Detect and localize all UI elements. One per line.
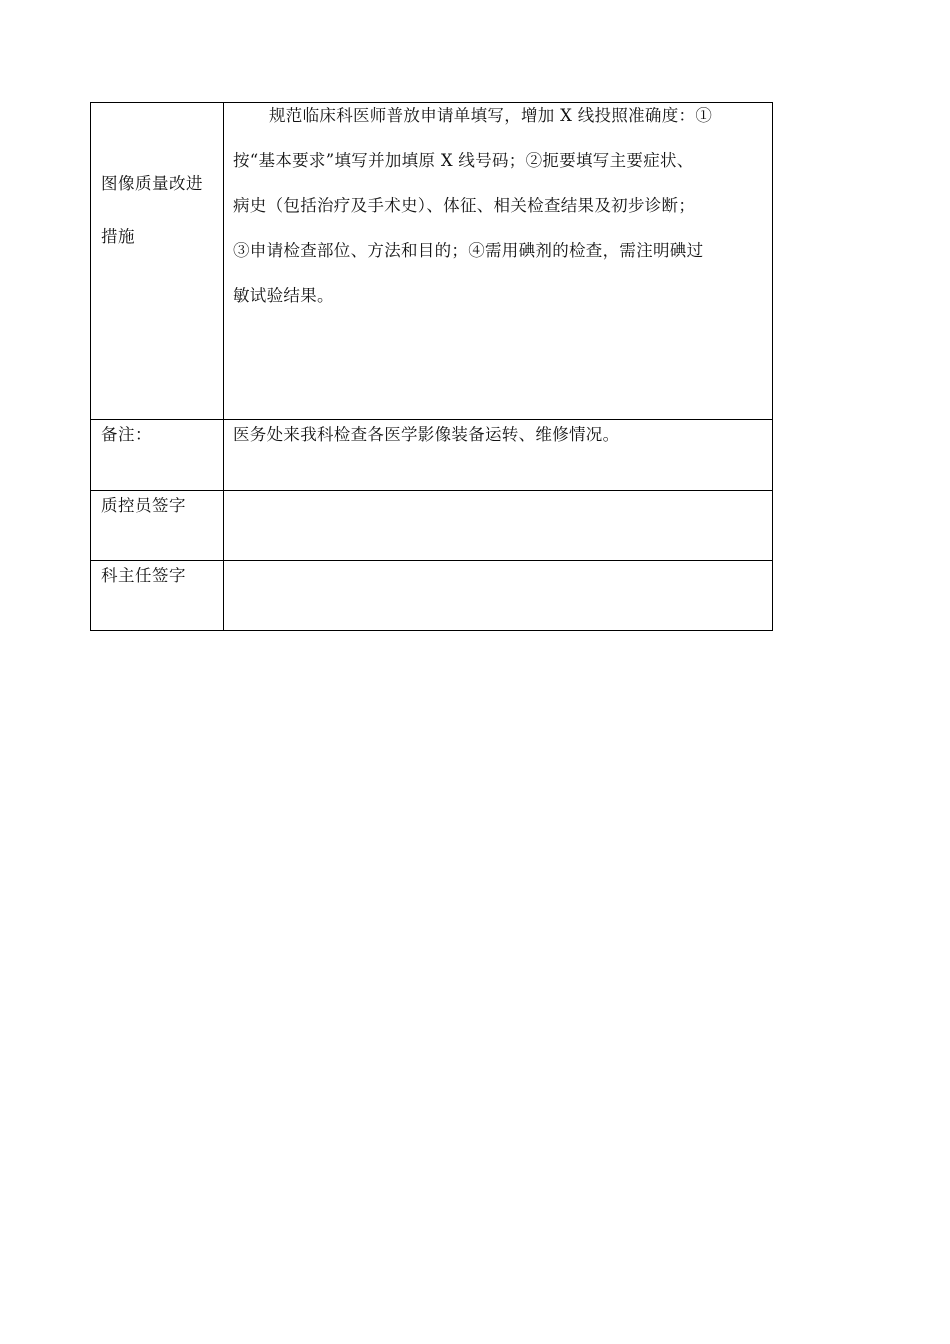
- remarks-value: 医务处来我科检查各医学影像装备运转、维修情况。: [224, 420, 773, 491]
- measures-text-line: 敏试验结果。: [233, 286, 334, 305]
- director-signature-row: [91, 561, 773, 631]
- director-signature-label: 科主任签字: [91, 561, 224, 631]
- measures-text-line: 规范临床科医师普放申请单填写，增加 X 线投照准确度：①: [269, 106, 713, 125]
- remarks-label: 备注：: [91, 420, 224, 491]
- quality-control-table: [90, 102, 773, 631]
- measures-text-line: ③申请检查部位、方法和目的；④需用碘剂的检查，需注明碘过: [233, 241, 704, 260]
- measures-label-line2: 措施: [101, 227, 135, 246]
- measures-text-line: 按“基本要求”填写并加填原 X 线号码；②扼要填写主要症状、: [233, 151, 694, 170]
- measures-text-line: 病史（包括治疗及手术史）、体征、相关检查结果及初步诊断；: [233, 196, 696, 215]
- measures-label-line1: 图像质量改进: [101, 174, 203, 193]
- measures-content-cell: [224, 103, 773, 420]
- measures-label-cell: [91, 103, 224, 420]
- remarks-row: [91, 420, 773, 491]
- qc-signature-row: [91, 491, 773, 561]
- director-signature-field[interactable]: [224, 561, 773, 631]
- measures-row: [91, 103, 773, 420]
- qc-signature-label: 质控员签字: [91, 491, 224, 561]
- qc-signature-field[interactable]: [224, 491, 773, 561]
